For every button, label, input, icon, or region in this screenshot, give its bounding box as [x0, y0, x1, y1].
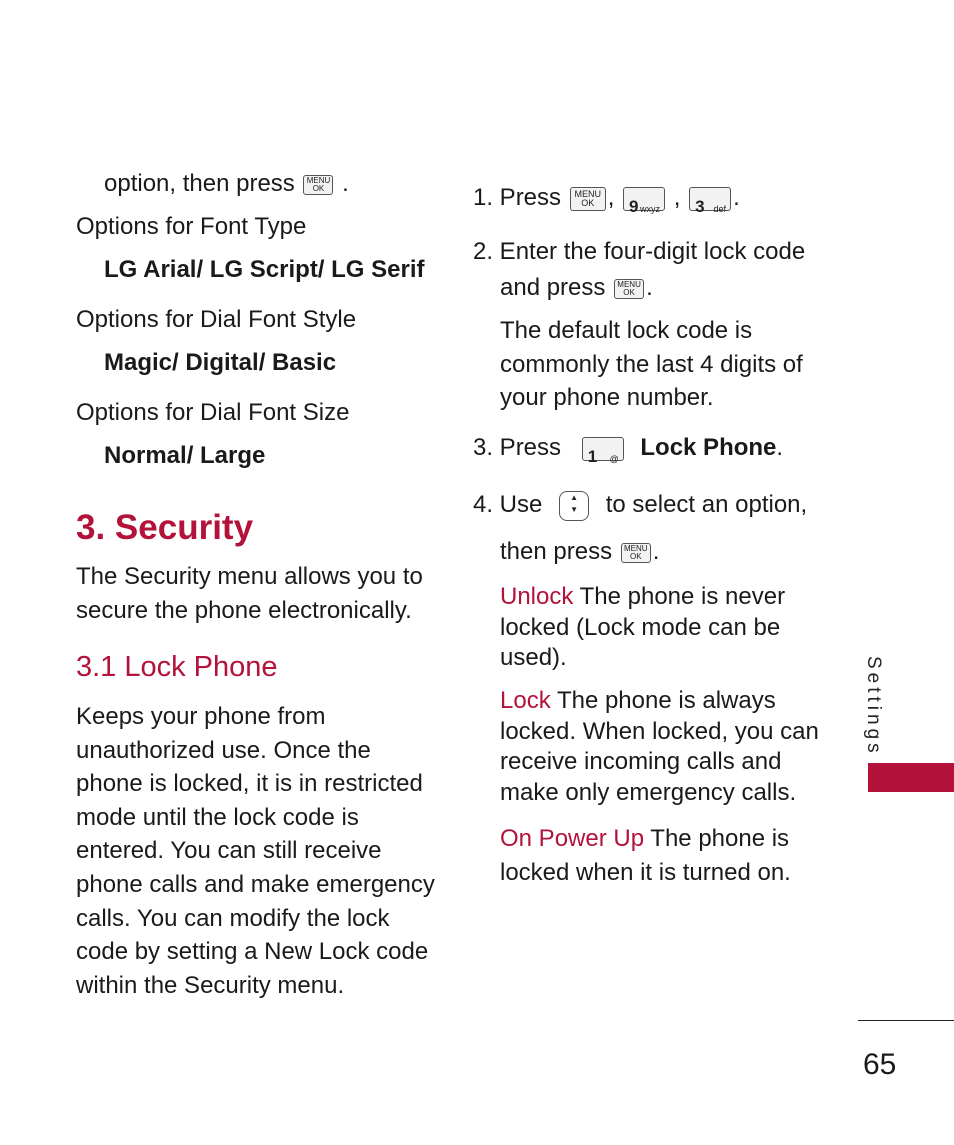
- body-line: Keeps your phone from: [76, 703, 326, 730]
- comma: ,: [673, 184, 681, 211]
- dial-size-label: Options for Dial Font Size: [76, 399, 350, 426]
- intro-text: option, then press: [104, 170, 295, 197]
- step-4-rest: to select an option,: [605, 491, 808, 518]
- option-line: locked. When locked, you can: [500, 717, 819, 745]
- body-line: mode until the lock code is: [76, 803, 359, 831]
- option-unlock-title: Unlock: [500, 583, 574, 610]
- desc-line: The Security menu allows you to: [76, 563, 423, 590]
- step-4-then: then press: [500, 538, 613, 565]
- option-line: locked (Lock mode can be: [500, 613, 781, 641]
- step-4-use: 4. Use: [473, 491, 543, 518]
- body-line: entered. You can still receive: [76, 837, 382, 865]
- step-1-text: 1. Press: [473, 184, 562, 211]
- sidebar-label: Settings: [863, 656, 884, 757]
- nav-key-icon: ▲ ▼: [559, 491, 589, 521]
- footer-rule: [858, 1020, 954, 1021]
- period: .: [733, 184, 740, 211]
- menu-ok-key-icon: MENU OK: [570, 187, 606, 211]
- intro-end: .: [342, 170, 349, 197]
- section-description: [76, 560, 436, 627]
- step-2-line-2: [500, 271, 653, 305]
- page-number: 65: [863, 1048, 897, 1081]
- option-line: The phone is: [644, 825, 790, 852]
- dial-size-values: Normal/ Large: [104, 442, 266, 469]
- option-line: The phone is never: [573, 583, 786, 610]
- body-line: within the Security menu.: [76, 971, 345, 999]
- menu-ok-key-icon: MENU OK: [614, 279, 644, 299]
- sidebar-tab: [868, 763, 954, 792]
- option-power-up-title: On Power Up: [500, 825, 645, 852]
- note-line: your phone number.: [500, 384, 714, 412]
- step-3: [473, 431, 783, 465]
- body-line: unauthorized use. Once the: [76, 736, 371, 764]
- step-1: [473, 181, 740, 215]
- menu-ok-key-icon: MENU OK: [621, 543, 651, 563]
- default-code-note: [500, 314, 830, 415]
- sidebar-label-wrap: [862, 656, 902, 756]
- option-unlock: [500, 582, 820, 674]
- note-line: commonly the last 4 digits of: [500, 350, 803, 378]
- font-type-label: Options for Font Type: [76, 213, 307, 240]
- lock-phone-menu-name: Lock Phone: [640, 434, 777, 461]
- intro-line: [104, 167, 349, 201]
- font-type-values: LG Arial/ LG Script/ LG Serif: [104, 256, 425, 283]
- option-line: receive incoming calls and: [500, 748, 782, 775]
- note-line: The default lock code is: [500, 317, 753, 344]
- step-2-line-1: 2. Enter the four-digit lock code: [473, 238, 806, 265]
- body-line: calls. You can modify the lock: [76, 904, 390, 932]
- lock-phone-body: [76, 700, 446, 1002]
- section-title: 3. Security: [76, 508, 254, 547]
- comma: ,: [607, 184, 615, 211]
- step-4-line-1: [473, 488, 807, 522]
- body-line: phone is locked, it is in restricted: [76, 770, 423, 798]
- period: .: [776, 434, 784, 461]
- option-lock-title: Lock: [500, 687, 551, 714]
- option-line: The phone is always: [550, 687, 776, 714]
- option-line: used).: [500, 644, 567, 671]
- menu-ok-key-icon: MENU OK: [303, 175, 333, 195]
- option-line: make only emergency calls.: [500, 778, 797, 806]
- option-line: locked when it is turned on.: [500, 859, 791, 886]
- nine-key-icon: 9 wxyz: [623, 187, 665, 211]
- three-key-icon: 3 def: [689, 187, 731, 211]
- step-4-line-2: [500, 535, 659, 569]
- step-2-text: and press: [500, 274, 606, 301]
- period: .: [652, 538, 660, 565]
- option-power-up: [500, 822, 830, 890]
- period: .: [646, 274, 653, 301]
- option-lock: [500, 686, 820, 808]
- body-line: code by setting a New Lock code: [76, 938, 429, 966]
- dial-style-values: Magic/ Digital/ Basic: [104, 349, 337, 376]
- step-3-text: 3. Press: [473, 434, 562, 461]
- subsection-title: 3.1 Lock Phone: [76, 651, 278, 683]
- one-key-icon: 1 @: [582, 437, 624, 461]
- desc-line: secure the phone electronically.: [76, 596, 412, 624]
- body-line: phone calls and make emergency: [76, 870, 435, 898]
- dial-style-label: Options for Dial Font Style: [76, 306, 357, 333]
